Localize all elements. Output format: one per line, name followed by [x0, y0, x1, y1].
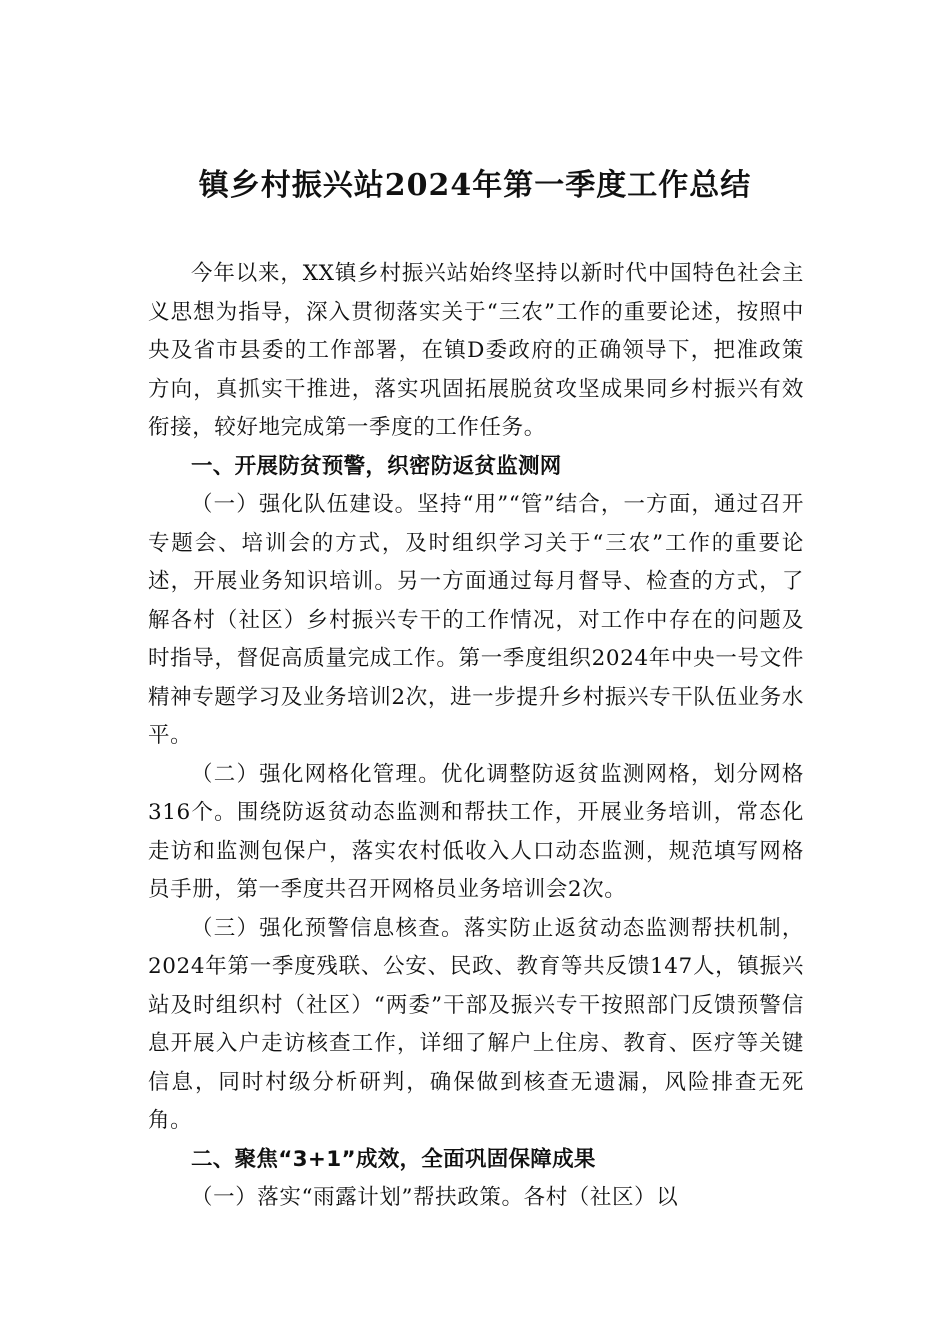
item-lead: （二）强化网格化管理。: [191, 761, 441, 787]
item-text: 优化调整防返贫监测网格，划分网格316个。围绕防返贫动态监测和帮扶工作，开展业务培训，常态化走访和监测包保户，落实农村低收入人口动态监测，规范填写网格员手册，第一季度共召开网格员业务培训会2次。: [148, 761, 804, 902]
section-1-item-1: [148, 486, 804, 756]
intro-paragraph: 今年以来，XX镇乡村振兴站始终坚持以新时代中国特色社会主义思想为指导，深入贯彻落实关于“三农”工作的重要论述，按照中央及省市县委的工作部署，在镇D委政府的正确领导下，把准政策方向，真抓实干推进，落实巩固拓展脱贫攻坚成果同乡村振兴有效衔接，较好地完成第一季度的工作任务。: [148, 261, 804, 440]
item-lead: （三）强化预警信息核查。: [191, 915, 464, 941]
section-2-item-1: [148, 1179, 804, 1218]
document-body: [148, 255, 804, 1218]
section-2-heading: 二、聚焦“3+1”成效，全面巩固保障成果: [191, 1146, 596, 1172]
document-title: 镇乡村振兴站2024年第一季度工作总结: [198, 168, 752, 203]
item-lead: （一）落实“雨露计划”帮扶政策。: [191, 1185, 524, 1210]
section-1-heading: 一、开展防贫预警，织密防返贫监测网: [191, 453, 562, 479]
section-1-item-2: [148, 756, 804, 910]
item-text: 落实防止返贫动态监测帮扶机制，2024年第一季度残联、公安、民政、教育等共反馈147人，镇振兴站及时组织村（社区）“两委”干部及振兴专干按照部门反馈预警信息开展入户走访核查工作，详细了解户上住房、教育、医疗等关键信息，同时村级分析研判，确保做到核查无遗漏，风险排查无死角。: [148, 915, 804, 1133]
section-1-item-3: [148, 910, 804, 1141]
item-text: 各村（社区）以: [523, 1185, 679, 1210]
item-lead: （一）强化队伍建设。: [191, 492, 418, 517]
item-text: 坚持“用”“管”结合，一方面，通过召开专题会、培训会的方式，及时组织学习关于“三农”工作的重要论述，开展业务知识培训。另一方面通过每月督导、检查的方式，了解各村（社区）乡村振兴专干的工作情况，对工作中存在的问题及时指导，督促高质量完成工作。第一季度组织2024年中央一号文件精神专题学习及业务培训2次，进一步提升乡村振兴专干队伍业务水平。: [148, 492, 804, 748]
